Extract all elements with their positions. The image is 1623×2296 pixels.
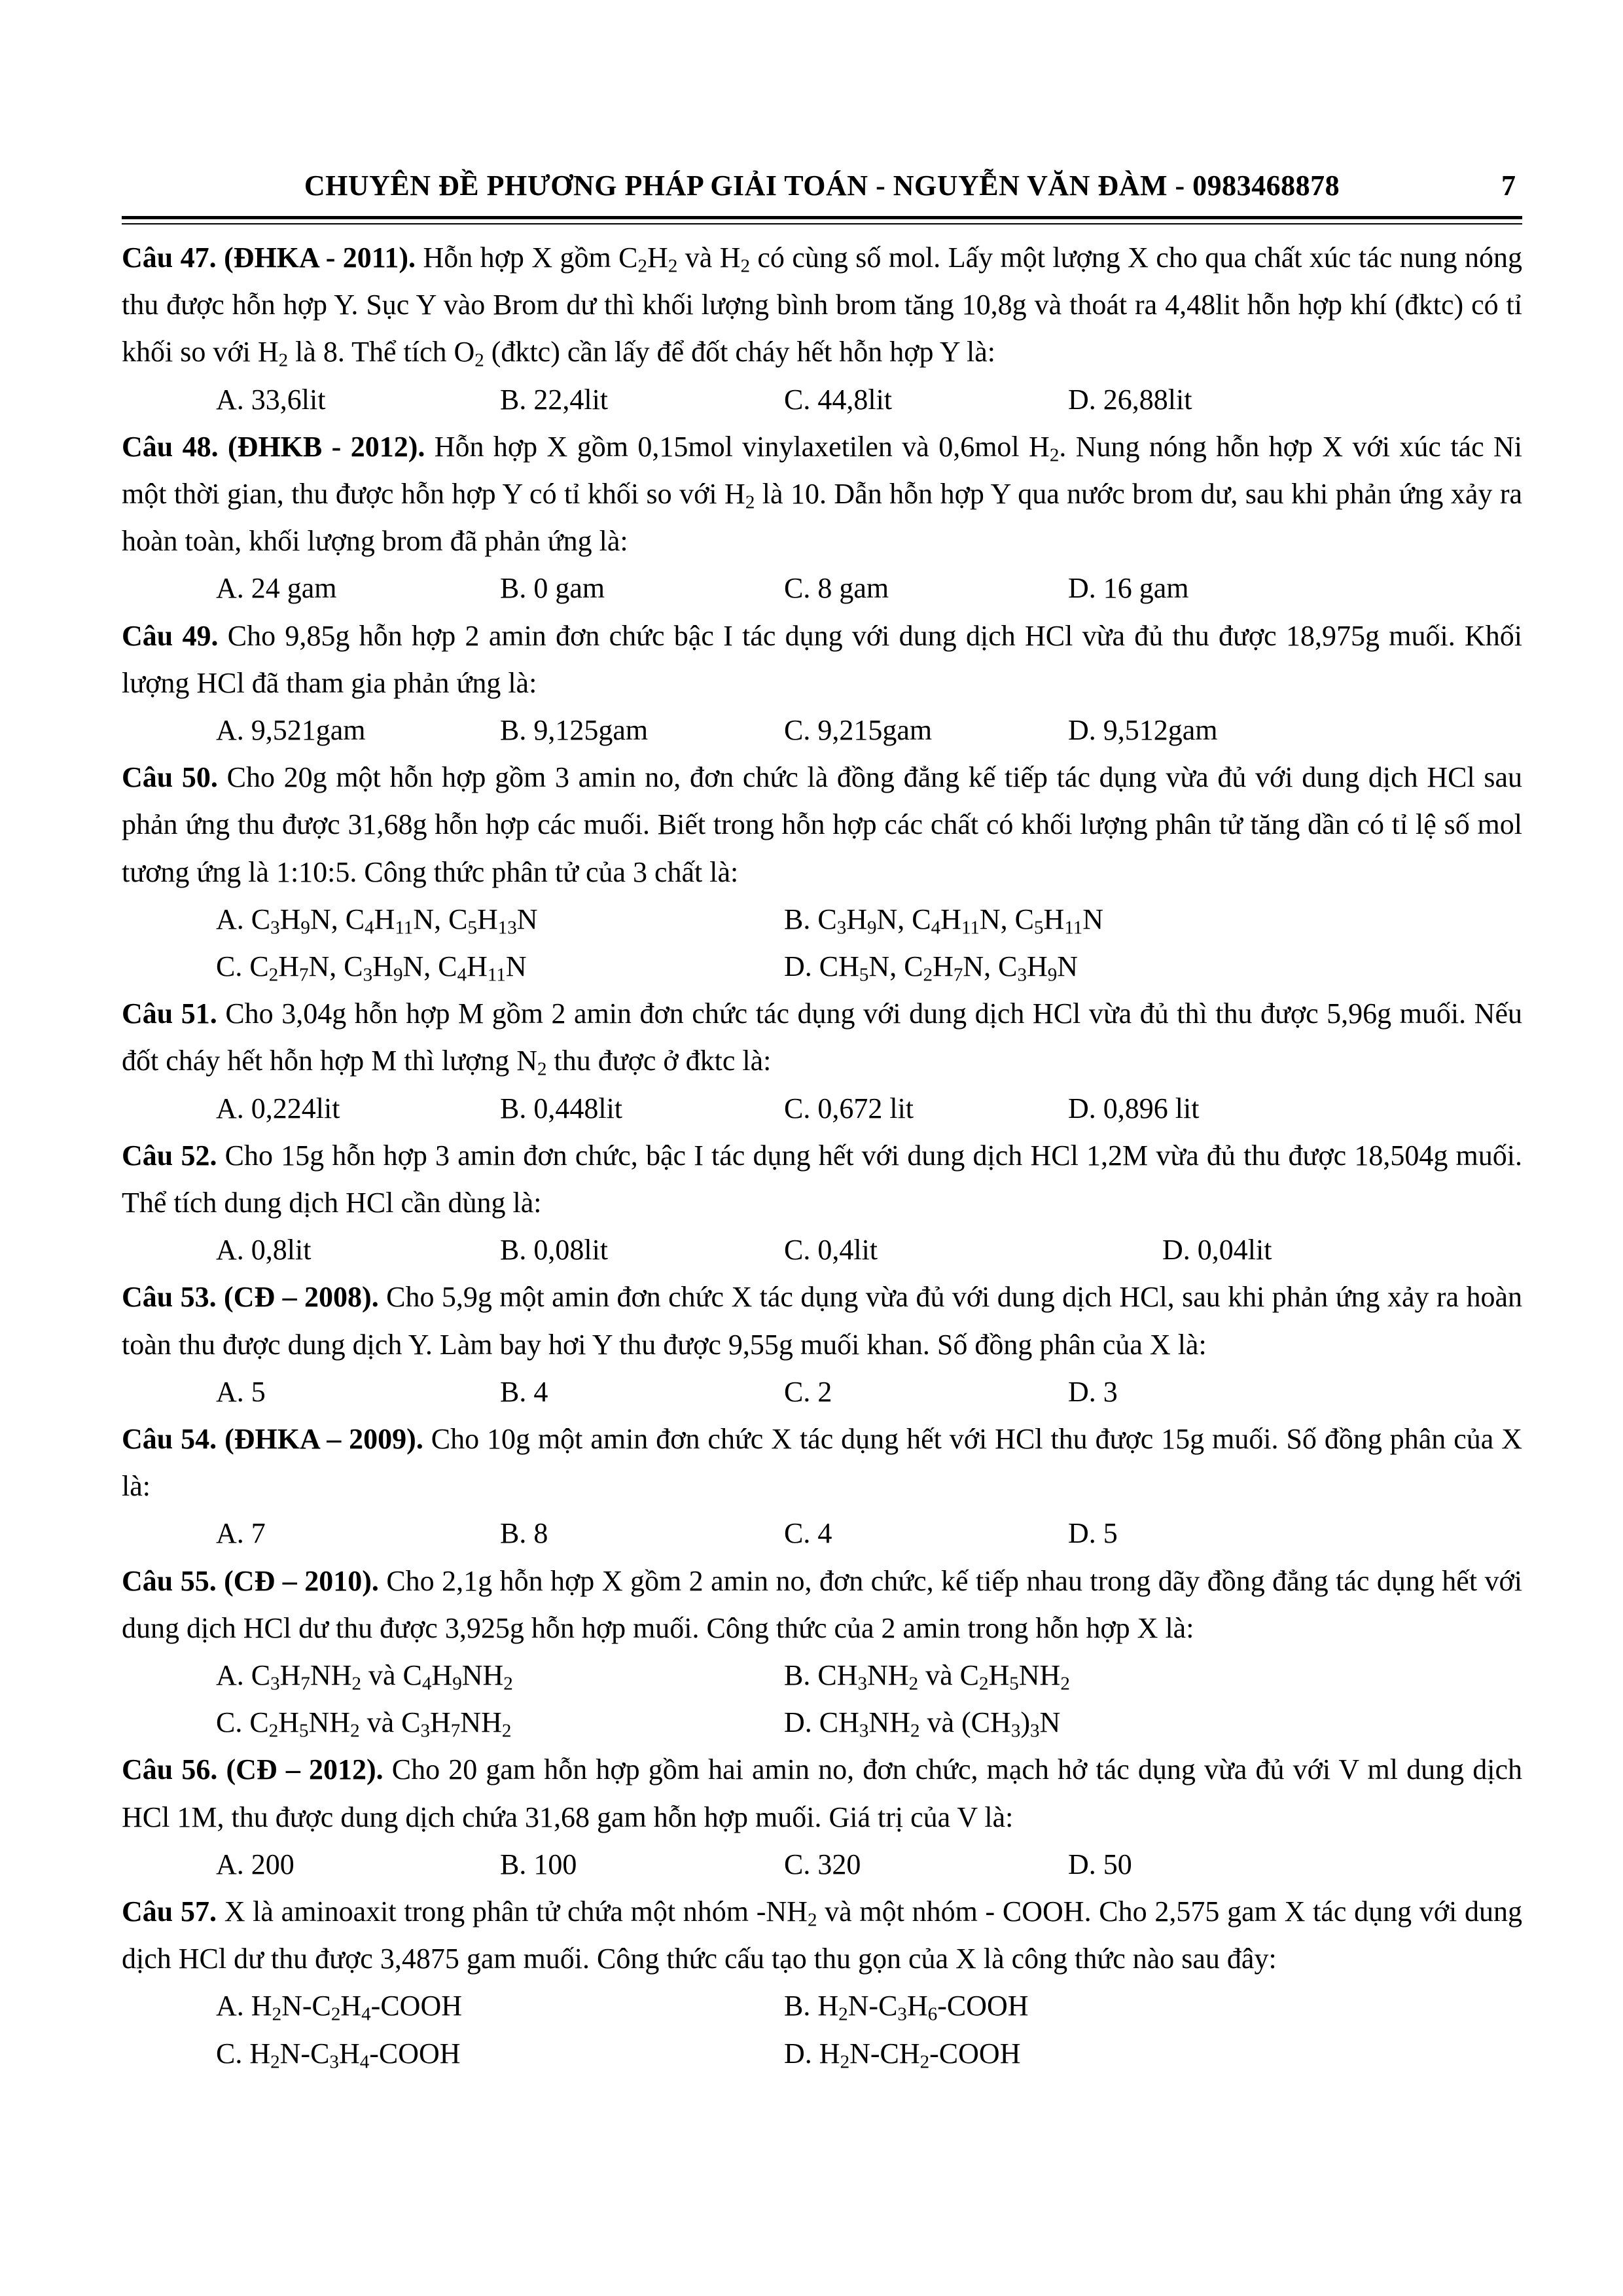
option-c: C. 320	[784, 1848, 861, 1880]
option-b: B. 100	[500, 1848, 577, 1880]
option-a: A. 7	[216, 1517, 266, 1550]
option-d: D. 5	[1068, 1517, 1118, 1550]
options-row	[122, 1085, 1522, 1132]
option-c: C. 4	[784, 1517, 832, 1550]
question-heading: Câu 52.	[122, 1139, 217, 1172]
question-text: Cho 9,85g hỗn hợp 2 amin đơn chức bậc I tác dụng với dung dịch HCl vừa đủ thu được 18,975g muối. Khối lượng HCl đã tham gia phản ứng là:	[122, 619, 1522, 699]
option-b: B. 0,448lit	[500, 1092, 623, 1124]
page-header	[122, 169, 1522, 208]
option-c: C. $H_2N-C_3H_4$-COOH	[216, 2037, 461, 2072]
option-b: B. 0 gam	[500, 572, 605, 605]
option-c: C. 0,4lit	[784, 1234, 878, 1266]
option-d: D. 0,896 lit	[1068, 1092, 1200, 1124]
question-text: Cho 15g hỗn hợp 3 amin đơn chức, bậc I tác dụng hết với dung dịch HCl 1,2M vừa đủ thu được 18,504g muối. Thể tích dung dịch HCl cần dùng là:	[122, 1139, 1523, 1219]
option-b: B. $H_2N-C_3H_6$-COOH	[784, 1990, 1029, 2025]
option-c: C. 44,8lit	[784, 383, 893, 416]
question-text: Cho 5,9g một amin đơn chức X tác dụng vừa đủ với dung dịch HCl, sau khi phản ứng xảy ra hoàn toàn thu được dung dịch Y. Làm bay hơi Y thu được 9,55g muối khan. Số đồng phân của X là:	[122, 1281, 1522, 1361]
question-text: Cho 20g một hỗn hợp gồm 3 amin no, đơn chức là đồng đẳng kế tiếp tác dụng vừa đủ với dung dịch HCl sau phản ứng thu được 31,68g hỗn hợp các muối. Biết trong hỗn hợp các chất có khối lượng phân tử tăng dần có tỉ lệ số mol tương ứng là 1:10:5. Công thức phân tử của 3 chất là:	[122, 761, 1523, 888]
option-d: D. $H_2N-CH_2$-COOH	[784, 2037, 1021, 2072]
option-d: D. 9,512gam	[1068, 714, 1218, 746]
option-b: B. $CH_3NH_2$ và $C_2H_5NH_2$	[784, 1659, 1070, 1695]
question-47	[122, 234, 1522, 376]
question-50	[122, 754, 1522, 896]
question-heading: Câu 57.	[122, 1895, 217, 1928]
question-54	[122, 1416, 1522, 1510]
option-a: A. $H_2N-C_2H_4$-COOH	[216, 1990, 462, 2025]
question-text: Cho 20 gam hỗn hợp gồm hai amin no, đơn chức, mạch hở tác dụng vừa đủ với V ml dung dịch HCl 1M, thu được dung dịch chứa 31,68 gam hỗn hợp muối. Giá trị của V là:	[122, 1753, 1522, 1833]
options-row	[122, 896, 1522, 943]
option-c: C. 2	[784, 1375, 832, 1408]
question-55	[122, 1558, 1522, 1652]
option-a: A. 200	[216, 1848, 294, 1880]
question-text: Cho 3,04g hỗn hợp M gồm 2 amin đơn chức tác dụng với dung dịch HCl vừa đủ thì thu được 5,96g muối. Nếu đốt cháy hết hỗn hợp M thì lượng $N_2$ thu được ở đktc là:	[122, 997, 1522, 1080]
option-b: B. 22,4lit	[500, 383, 609, 416]
question-heading: Câu 56. (CĐ – 2012).	[122, 1753, 383, 1786]
options-row	[122, 1652, 1522, 1699]
question-text: Hỗn hợp X gồm 0,15mol vinylaxetilen và 0,6mol $H_2$. Nung nóng hỗn hợp X với xúc tác Ni một thời gian, thu được hỗn hợp Y có tỉ khối so với $H_2$ là 10. Dẫn hỗn hợp Y qua nước brom dư, sau khi phản ứng xảy ra hoàn toàn, khối lượng brom đã phản ứng là:	[122, 430, 1522, 558]
option-a: A. 9,521gam	[216, 714, 366, 746]
options-row	[122, 707, 1522, 754]
option-a: A. $C_3H_7NH_2$ và $C_4H_9NH_2$	[216, 1659, 513, 1695]
option-b: B. $C_3H_9N$, $C_4H_{11}N$, $C_5H_{11}N$	[784, 903, 1104, 939]
options-row	[122, 1699, 1522, 1746]
option-c: C. 0,672 lit	[784, 1092, 914, 1124]
question-text: Hỗn hợp X gồm $C_2H_2$ và $H_2$ có cùng số mol. Lấy một lượng X cho qua chất xúc tác nung nóng thu được hỗn hợp Y. Sục Y vào Brom dư thì khối lượng bình brom tăng 10,8g và thoát ra 4,48lit hỗn hợp khí (đktc) có tỉ khối so với $H_2$ là 8. Thể tích $O_2$ (đktc) cần lấy để đốt cháy hết hỗn hợp Y là:	[122, 242, 1522, 371]
option-c: C. $C_2H_7N$, $C_3H_9N$, $C_4H_{11}N$	[216, 950, 527, 986]
option-a: A. 33,6lit	[216, 383, 326, 416]
option-d: D. 0,04lit	[1162, 1234, 1272, 1266]
options-row	[122, 2030, 1522, 2077]
option-a: A. $C_3H_9N$, $C_4H_{11}N$, $C_5H_{13}N$	[216, 903, 538, 939]
question-text: X là aminoaxit trong phân tử chứa một nhóm $-NH_2$ và một nhóm - COOH. Cho 2,575 gam X tác dụng với dung dịch HCl dư thu được 3,4875 gam muối. Công thức cấu tạo thu gọn của X là công thức nào sau đây:	[122, 1895, 1523, 1975]
option-d: D. 3	[1068, 1375, 1118, 1408]
option-a: A. 5	[216, 1375, 266, 1408]
options-row	[122, 1510, 1522, 1557]
option-a: A. 24 gam	[216, 572, 337, 605]
option-b: B. 0,08lit	[500, 1234, 609, 1266]
page-number: 7	[1501, 170, 1516, 202]
question-49	[122, 613, 1522, 707]
question-heading: Câu 51.	[122, 997, 217, 1030]
question-list	[122, 234, 1522, 2077]
options-row	[122, 1841, 1522, 1888]
header-rule	[122, 216, 1522, 219]
question-heading: Câu 47. (ĐHKA - 2011).	[122, 242, 416, 274]
option-a: A. 0,8lit	[216, 1234, 312, 1266]
option-d: D. 16 gam	[1068, 572, 1189, 605]
header-rule-thin	[122, 223, 1522, 224]
question-text: Cho 10g một amin đơn chức X tác dụng hết với HCl thu được 15g muối. Số đồng phân của X là:	[122, 1422, 1522, 1503]
options-row	[122, 376, 1522, 423]
question-57	[122, 1888, 1522, 1982]
question-52	[122, 1132, 1522, 1227]
question-heading: Câu 54. (ĐHKA – 2009).	[122, 1422, 423, 1455]
option-d: D. $CH_5N$, $C_2H_7N$, $C_3H_9N$	[784, 950, 1079, 986]
question-53	[122, 1274, 1522, 1368]
header-title: CHUYÊN ĐỀ PHƯƠNG PHÁP GIẢI TOÁN - NGUYỄN VĂN ĐÀM - 0983468878	[304, 170, 1340, 202]
option-b: B. 9,125gam	[500, 714, 649, 746]
option-d: D. 50	[1068, 1848, 1132, 1880]
question-heading: Câu 50.	[122, 761, 218, 794]
question-heading: Câu 53. (CĐ – 2008).	[122, 1281, 379, 1314]
option-d: D. $CH_3NH_2$ và $(CH_3)_3N$	[784, 1706, 1061, 1742]
options-row	[122, 1369, 1522, 1416]
question-48	[122, 423, 1522, 565]
question-heading: Câu 55. (CĐ – 2010).	[122, 1564, 379, 1597]
question-text: Cho 2,1g hỗn hợp X gồm 2 amin no, đơn chức, kế tiếp nhau trong dãy đồng đẳng tác dụng hết với dung dịch HCl dư thu được 3,925g hỗn hợp muối. Công thức của 2 amin trong hỗn hợp X là:	[122, 1564, 1522, 1644]
option-a: A. 0,224lit	[216, 1092, 340, 1124]
option-d: D. 26,88lit	[1068, 383, 1192, 416]
question-heading: Câu 48. (ĐHKB - 2012).	[122, 430, 425, 463]
options-row	[122, 565, 1522, 612]
option-c: C. 9,215gam	[784, 714, 933, 746]
options-row	[122, 1982, 1522, 2030]
option-c: C. 8 gam	[784, 572, 889, 605]
option-c: C. $C_2H_5NH_2$ và $C_3H_7NH_2$	[216, 1706, 512, 1742]
question-56	[122, 1746, 1522, 1840]
question-heading: Câu 49.	[122, 619, 219, 652]
option-b: B. 4	[500, 1375, 548, 1408]
options-row	[122, 943, 1522, 990]
options-row	[122, 1227, 1522, 1274]
question-51	[122, 990, 1522, 1085]
option-b: B. 8	[500, 1517, 548, 1550]
